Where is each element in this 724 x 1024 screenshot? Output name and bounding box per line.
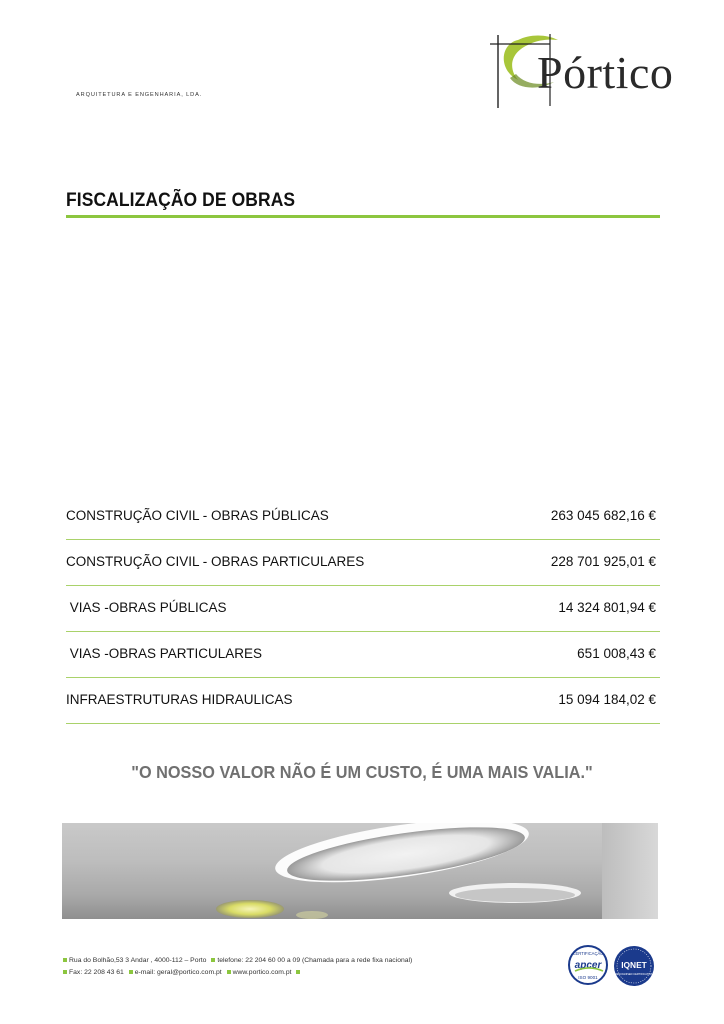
bullet-icon [211, 958, 215, 962]
apcer-certification-icon [566, 943, 610, 987]
logo-subtitle: ARQUITETURA E ENGENHARIA, LDA. [76, 92, 203, 98]
bullet-icon [227, 970, 231, 974]
title-divider [66, 215, 660, 218]
apcer-bottom-text: ISO 9001 [578, 975, 598, 980]
apcer-label: apcer [574, 960, 602, 971]
slogan: "O NOSSO VALOR NÃO É UM CUSTO, É UMA MAIS VALIA." [131, 762, 593, 782]
row-value: 14 324 801,94 € [558, 600, 656, 615]
row-value: 263 045 682,16 € [550, 508, 656, 523]
footer-line-1 [63, 955, 412, 967]
apcer-top-text: CERTIFICAÇÃO [572, 951, 604, 956]
row-value: 228 701 925,01 € [550, 554, 656, 569]
footer-fax: Fax: 22 208 43 61 [69, 969, 124, 976]
table-row [66, 494, 660, 540]
footer-email[interactable]: e-mail: geral@portico.com.pt [134, 969, 222, 976]
bullet-icon [63, 958, 67, 962]
row-label: VIAS -OBRAS PÚBLICAS [66, 600, 227, 615]
footer-contacts [63, 955, 412, 979]
table-row [66, 678, 660, 724]
ceiling-lights-image [62, 823, 658, 919]
ceiling-lights-photo [62, 823, 658, 919]
table-row [66, 632, 660, 678]
footer-line-2 [63, 967, 412, 979]
row-value: 651 008,43 € [577, 646, 656, 661]
page-title: FISCALIZAÇÃO DE OBRAS [66, 190, 296, 211]
bullet-icon [63, 970, 67, 974]
footer-website[interactable]: www.portico.com.pt [232, 969, 292, 976]
footer-address: Rua do Bolhão,53 3 Andar , 4000-112 – Porto [69, 957, 207, 964]
iqnet-label: IQNET [621, 960, 647, 970]
values-table [66, 494, 660, 724]
company-logo [488, 30, 688, 110]
row-label: CONSTRUÇÃO CIVIL - OBRAS PARTICULARES [66, 554, 365, 569]
row-value: 15 094 184,02 € [558, 692, 656, 707]
row-label: CONSTRUÇÃO CIVIL - OBRAS PÚBLICAS [66, 508, 329, 523]
bullet-icon [296, 970, 300, 974]
iqnet-sub-text: RECOGNISED CERTIFICATION [615, 973, 653, 976]
row-label: INFRAESTRUTURAS HIDRAULICAS [66, 692, 293, 707]
bullet-icon [129, 970, 133, 974]
iqnet-certification-icon [612, 944, 656, 988]
row-label: VIAS -OBRAS PARTICULARES [66, 646, 263, 661]
footer-phone: telefone: 22 204 60 00 a 09 (Chamada para a rede fixa nacional) [217, 957, 413, 964]
table-row [66, 540, 660, 586]
logo-name: Pórtico [537, 47, 674, 98]
table-row [66, 586, 660, 632]
